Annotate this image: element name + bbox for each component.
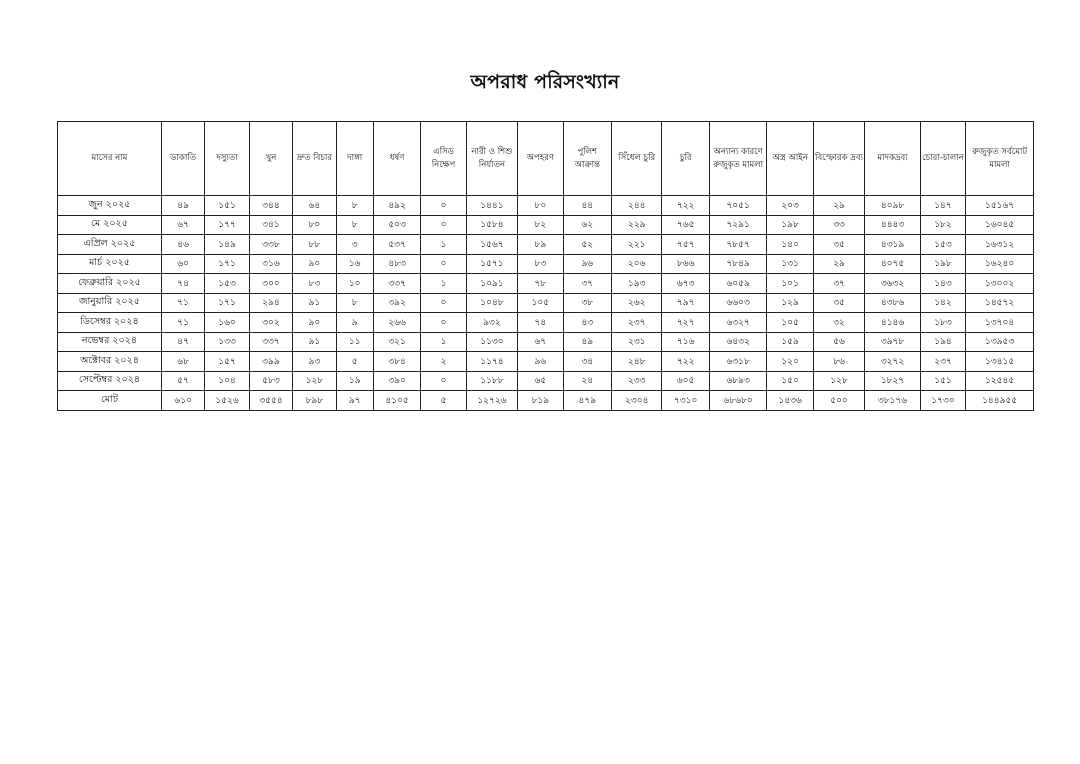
table-cell: ৩৪ xyxy=(563,352,611,372)
table-cell: ১৪০ xyxy=(767,235,813,255)
table-cell: ৬৭৩ xyxy=(662,274,709,294)
table-cell: ১৫১ xyxy=(205,196,249,216)
table-cell: ৩৩৭ xyxy=(249,332,292,352)
table-cell: ৫৭ xyxy=(161,371,204,391)
table-cell: ১৮২৭ xyxy=(865,371,921,391)
table-cell: ৬০৫৯ xyxy=(709,274,767,294)
table-cell: ৮৩ xyxy=(518,254,563,274)
month-cell: জুন ২০২৫ xyxy=(58,196,162,216)
column-header: চোরা-চালান xyxy=(920,122,965,196)
table-cell: ৬৪ xyxy=(293,196,336,216)
table-cell: ৩৭ xyxy=(563,274,611,294)
table-cell: ৬৩২৭ xyxy=(709,313,767,333)
table-cell: ১২৮ xyxy=(293,371,336,391)
table-cell: ৩৮ xyxy=(563,293,611,313)
table-cell: ২২৯ xyxy=(612,215,662,235)
table-cell: ১৭১ xyxy=(205,293,249,313)
table-cell: ৪৯২ xyxy=(373,196,420,216)
table-cell: ৫৮৩ xyxy=(249,371,292,391)
table-cell: ১৩৪১৫ xyxy=(966,352,1034,372)
table-row xyxy=(58,332,1034,352)
table-cell: ১৫০ xyxy=(767,371,813,391)
month-cell: নভেম্বর ২০২৪ xyxy=(58,332,162,352)
table-cell: ১৪৩৬ xyxy=(767,391,813,411)
month-cell: ডিসেম্বর ২০২৪ xyxy=(58,313,162,333)
column-header: খুন xyxy=(249,122,292,196)
table-cell: ০ xyxy=(421,293,466,313)
table-cell: ৮৯ xyxy=(518,235,563,255)
column-header: দস্যুতা xyxy=(205,122,249,196)
table-cell: ১৪৩ xyxy=(920,274,965,294)
crime-statistics-table xyxy=(57,121,1034,411)
table-cell: ১৩০০২ xyxy=(966,274,1034,294)
table-cell: ৯৬ xyxy=(518,352,563,372)
table-cell: ৭১ xyxy=(161,313,204,333)
table-cell: ২২১ xyxy=(612,235,662,255)
column-header: এসিড নিক্ষেপ xyxy=(421,122,466,196)
column-header: পুলিশ আক্রান্ত xyxy=(563,122,611,196)
table-cell: ৪৪ xyxy=(563,196,611,216)
column-header: অস্ত্র আইন xyxy=(767,122,813,196)
table-cell: ৭৯৭ xyxy=(662,293,709,313)
table-cell: ২৯ xyxy=(813,254,864,274)
table-cell: ৭৮ xyxy=(518,274,563,294)
table-row xyxy=(58,254,1034,274)
month-cell: এপ্রিল ২০২৫ xyxy=(58,235,162,255)
table-cell: ৯৩ xyxy=(293,352,336,372)
table-cell: ৩২১ xyxy=(373,332,420,352)
table-cell: ২ xyxy=(421,352,466,372)
table-cell: ২৬৬ xyxy=(373,313,420,333)
table-cell: ৮০ xyxy=(293,215,336,235)
table-cell: ২৪৮ xyxy=(612,352,662,372)
table-body xyxy=(58,196,1034,411)
table-cell: ৩৪১ xyxy=(249,215,292,235)
table-cell: ২৩১ xyxy=(612,332,662,352)
column-header: রুজুকৃত সর্বমোট মামলা xyxy=(966,122,1034,196)
column-header: সিঁধেল চুরি xyxy=(612,122,662,196)
table-cell: ১৬০ xyxy=(205,313,249,333)
table-cell: ১৭১ xyxy=(205,254,249,274)
table-cell: ৩৭ xyxy=(813,274,864,294)
table-cell: ৮২ xyxy=(518,215,563,235)
table-cell: ৬৩১৮ xyxy=(709,352,767,372)
table-cell: ১৬৩১২ xyxy=(966,235,1034,255)
month-cell: মোট xyxy=(58,391,162,411)
column-header: অন্যান্য কারণে রুজুকৃত মামলা xyxy=(709,122,767,196)
table-cell: ১০৫ xyxy=(767,313,813,333)
table-cell: ৩৫ xyxy=(813,293,864,313)
column-header: মাসের নাম xyxy=(58,122,162,196)
table-cell: ১৪৯ xyxy=(205,235,249,255)
table-row xyxy=(58,215,1034,235)
table-cell: ৬১০ xyxy=(161,391,204,411)
table-cell: ১৯৮ xyxy=(920,254,965,274)
table-cell: ৬৭ xyxy=(161,215,204,235)
table-cell: ৬৮৯৩ xyxy=(709,371,767,391)
table-cell: ১৯৪ xyxy=(920,332,965,352)
table-cell: ৭২২ xyxy=(662,352,709,372)
month-cell: অক্টোবর ২০২৪ xyxy=(58,352,162,372)
table-cell: ৫২ xyxy=(563,235,611,255)
table-cell: ৫০৩ xyxy=(373,215,420,235)
table-cell: ৪৬ xyxy=(161,235,204,255)
table-header-row xyxy=(58,122,1034,196)
table-cell: ৭২৯১ xyxy=(709,215,767,235)
table-cell: ০ xyxy=(421,215,466,235)
table-cell: ৫০০ xyxy=(813,391,864,411)
table-cell: ৪৭ xyxy=(161,332,204,352)
table-cell: ৮৩ xyxy=(293,274,336,294)
table-cell: ৬৮ xyxy=(161,352,204,372)
table-cell: ১৫৭ xyxy=(205,352,249,372)
table-cell: ১২৮ xyxy=(813,371,864,391)
column-header: চুরি xyxy=(662,122,709,196)
table-cell: ৩৯৭৮ xyxy=(865,332,921,352)
table-cell: ১৯ xyxy=(336,371,373,391)
table-cell: ১২০ xyxy=(767,352,813,372)
table-cell: ৩৯০ xyxy=(373,371,420,391)
table-cell: ৬৮৬৮০ xyxy=(709,391,767,411)
table-cell: ৮ xyxy=(336,215,373,235)
table-cell: ১২৯ xyxy=(767,293,813,313)
table-cell: ৩২ xyxy=(813,313,864,333)
table-cell: ৩০০ xyxy=(249,274,292,294)
table-cell: ৭১ xyxy=(161,293,204,313)
table-cell: ৪৮৩ xyxy=(373,254,420,274)
table-cell: ৩ xyxy=(336,235,373,255)
month-cell: ফেব্রুয়ারি ২০২৫ xyxy=(58,274,162,294)
table-cell: ২০৩ xyxy=(767,196,813,216)
column-header: দাঙ্গা xyxy=(336,122,373,196)
table-cell: ১১৭৪ xyxy=(466,352,517,372)
table-cell: ৬৬০৩ xyxy=(709,293,767,313)
month-cell: সেপ্টেম্বর ২০২৪ xyxy=(58,371,162,391)
table-cell: ০ xyxy=(421,371,466,391)
table-cell: ৩৫৫৪ xyxy=(249,391,292,411)
table-cell: ২৩৭ xyxy=(612,313,662,333)
table-cell: ৭৫৭ xyxy=(662,235,709,255)
table-cell: ৩২৭২ xyxy=(865,352,921,372)
column-header: ধর্ষণ xyxy=(373,122,420,196)
month-cell: মে ২০২৫ xyxy=(58,215,162,235)
table-cell: ৭৮৪৯ xyxy=(709,254,767,274)
table-cell: ১৩৯৫৩ xyxy=(966,332,1034,352)
table-row xyxy=(58,293,1034,313)
column-header: ডাকাতি xyxy=(161,122,204,196)
table-row xyxy=(58,352,1034,372)
table-cell: ৭৪ xyxy=(161,274,204,294)
table-cell: ১ xyxy=(421,235,466,255)
table-cell: ১৯৩ xyxy=(612,274,662,294)
table-cell: ৪০৯৮ xyxy=(865,196,921,216)
table-cell: ১১৩০ xyxy=(466,332,517,352)
table-cell: ১৪২ xyxy=(920,293,965,313)
table-cell: ১০৫ xyxy=(518,293,563,313)
table-cell: ৫৩৭ xyxy=(373,235,420,255)
table-cell: ১৫১ xyxy=(920,371,965,391)
table-cell: ১৮৩ xyxy=(920,313,965,333)
table-row xyxy=(58,313,1034,333)
month-cell: মার্চ ২০২৫ xyxy=(58,254,162,274)
table-row xyxy=(58,274,1034,294)
table-row xyxy=(58,371,1034,391)
table-row xyxy=(58,196,1034,216)
table-cell: ৬০ xyxy=(161,254,204,274)
table-cell: ৯৬ xyxy=(563,254,611,274)
table-cell: ১৭৭ xyxy=(205,215,249,235)
table-cell: ১৪৫৭২ xyxy=(966,293,1034,313)
table-cell: ৩৯২ xyxy=(373,293,420,313)
table-cell: ০ xyxy=(421,254,466,274)
table-cell: ৮ xyxy=(336,293,373,313)
table-cell: ৩১৬ xyxy=(249,254,292,274)
table-cell: ১ xyxy=(421,274,466,294)
table-cell: ৩৩ xyxy=(813,215,864,235)
table-cell: ৩০২ xyxy=(249,313,292,333)
table-row xyxy=(58,235,1034,255)
column-header: মাদকদ্রব্য xyxy=(865,122,921,196)
table-cell: ৮১৯ xyxy=(518,391,563,411)
month-cell: জানুয়ারি ২০২৫ xyxy=(58,293,162,313)
table-cell: ৭২২ xyxy=(662,196,709,216)
table-cell: ৩৫ xyxy=(813,235,864,255)
table-cell: ৮৮ xyxy=(293,235,336,255)
table-cell: ১৯৮ xyxy=(767,215,813,235)
table-cell: ১৭৩০ xyxy=(920,391,965,411)
table-cell: ১৪৭ xyxy=(920,196,965,216)
table-cell: ৮০ xyxy=(518,196,563,216)
table-cell: ২৬২ xyxy=(612,293,662,313)
table-cell: ১৫২৬ xyxy=(205,391,249,411)
table-cell: ২৯৪ xyxy=(249,293,292,313)
table-cell: ৮৯৮ xyxy=(293,391,336,411)
table-cell: ২৩৭ xyxy=(920,352,965,372)
table-cell: ৬৫ xyxy=(518,371,563,391)
table-cell: ৩৮১৭৬ xyxy=(865,391,921,411)
table-cell: ১২৫৪৫ xyxy=(966,371,1034,391)
table-cell: ৪১৪৬ xyxy=(865,313,921,333)
table-cell: ৪৯ xyxy=(161,196,204,216)
table-cell: ১১ xyxy=(336,332,373,352)
table-cell: ১৪৪১ xyxy=(466,196,517,216)
table-cell: ৬৪৩২ xyxy=(709,332,767,352)
table-cell: ১৩৩ xyxy=(205,332,249,352)
table-cell: ৯০ xyxy=(293,313,336,333)
column-header: দ্রুত বিচার xyxy=(293,122,336,196)
table-cell: ০ xyxy=(421,313,466,333)
table-cell: ১৬ xyxy=(336,254,373,274)
table-cell: ৪৭৯ xyxy=(563,391,611,411)
table-cell: ১৬০৪৫ xyxy=(966,215,1034,235)
table-cell: ১৫৯ xyxy=(767,332,813,352)
table-cell: ১৫৩ xyxy=(920,235,965,255)
table-cell: ৯১ xyxy=(293,293,336,313)
table-cell: ৪৩৮৬ xyxy=(865,293,921,313)
table-cell: ৯১ xyxy=(293,332,336,352)
table-cell: ৪৪৪৩ xyxy=(865,215,921,235)
table-cell: ৫ xyxy=(336,352,373,372)
column-header: বিস্ফোরক দ্রব্য xyxy=(813,122,864,196)
table-cell: ৭৪ xyxy=(518,313,563,333)
table-cell: ৮৬ xyxy=(813,352,864,372)
column-header: অপহরণ xyxy=(518,122,563,196)
table-cell: ২৪ xyxy=(563,371,611,391)
table-cell: ৪০৭৫ xyxy=(865,254,921,274)
table-cell: ১ xyxy=(421,332,466,352)
table-cell: ৯০ xyxy=(293,254,336,274)
table-cell: ১৫৭১ xyxy=(466,254,517,274)
table-cell: ৭১৬ xyxy=(662,332,709,352)
table-cell: ১০৪৮ xyxy=(466,293,517,313)
table-cell: ৪৯ xyxy=(563,332,611,352)
table-cell: ১১৮৮ xyxy=(466,371,517,391)
table-cell: ২৯ xyxy=(813,196,864,216)
table-cell: ৩৩৭ xyxy=(373,274,420,294)
table-cell: ২০৬ xyxy=(612,254,662,274)
table-cell: ১০৯১ xyxy=(466,274,517,294)
table-cell: ১৩৭০৪ xyxy=(966,313,1034,333)
table-cell: ১৩১ xyxy=(767,254,813,274)
table-cell: ১৮২ xyxy=(920,215,965,235)
table-cell: ০ xyxy=(421,196,466,216)
table-cell: ৪৩১৯ xyxy=(865,235,921,255)
table-cell: ২৩০৪ xyxy=(612,391,662,411)
table-cell: ৩৪৪ xyxy=(249,196,292,216)
table-cell: ১৫৩ xyxy=(205,274,249,294)
column-header: নারী ও শিশু নির্যাতন xyxy=(466,122,517,196)
table-cell: ৩৩৮ xyxy=(249,235,292,255)
page-title: অপরাধ পরিসংখ্যান xyxy=(470,71,620,93)
table-cell: ১৬২৪০ xyxy=(966,254,1034,274)
table-cell: ৮৬৬ xyxy=(662,254,709,274)
table-cell: ১০ xyxy=(336,274,373,294)
table-cell: ৪১০৫ xyxy=(373,391,420,411)
table-cell: ৩৯৯ xyxy=(249,352,292,372)
table-cell: ৩৬৩২ xyxy=(865,274,921,294)
table-cell: ৭০৫১ xyxy=(709,196,767,216)
table-cell: ৬০৫ xyxy=(662,371,709,391)
table-cell: ৫ xyxy=(421,391,466,411)
table-cell: ৭৩১০ xyxy=(662,391,709,411)
table-cell: ১০৪ xyxy=(205,371,249,391)
table-cell: ৬৭ xyxy=(518,332,563,352)
table-cell: ১২৭২৬ xyxy=(466,391,517,411)
table-cell: ২৪৪ xyxy=(612,196,662,216)
table-cell: ১৪৪৯৫৫ xyxy=(966,391,1034,411)
table-cell: ৯ xyxy=(336,313,373,333)
table-cell: ৮ xyxy=(336,196,373,216)
table-cell: ১৫৬৭ xyxy=(466,235,517,255)
table-cell: ৭২৭ xyxy=(662,313,709,333)
table-cell: ৫৬ xyxy=(813,332,864,352)
table-cell: ২৩৩ xyxy=(612,371,662,391)
table-cell: ১৫৮৪ xyxy=(466,215,517,235)
table-cell: ৭৮৫৭ xyxy=(709,235,767,255)
table-cell: ১৫১৬৭ xyxy=(966,196,1034,216)
table-cell: ৯৭ xyxy=(336,391,373,411)
table-cell: ৪৩ xyxy=(563,313,611,333)
table-cell: ৬২ xyxy=(563,215,611,235)
table-cell: ৩৮৪ xyxy=(373,352,420,372)
table-total-row xyxy=(58,391,1034,411)
table-cell: ৯৩২ xyxy=(466,313,517,333)
table-cell: ৭৬৫ xyxy=(662,215,709,235)
table-cell: ১০১ xyxy=(767,274,813,294)
